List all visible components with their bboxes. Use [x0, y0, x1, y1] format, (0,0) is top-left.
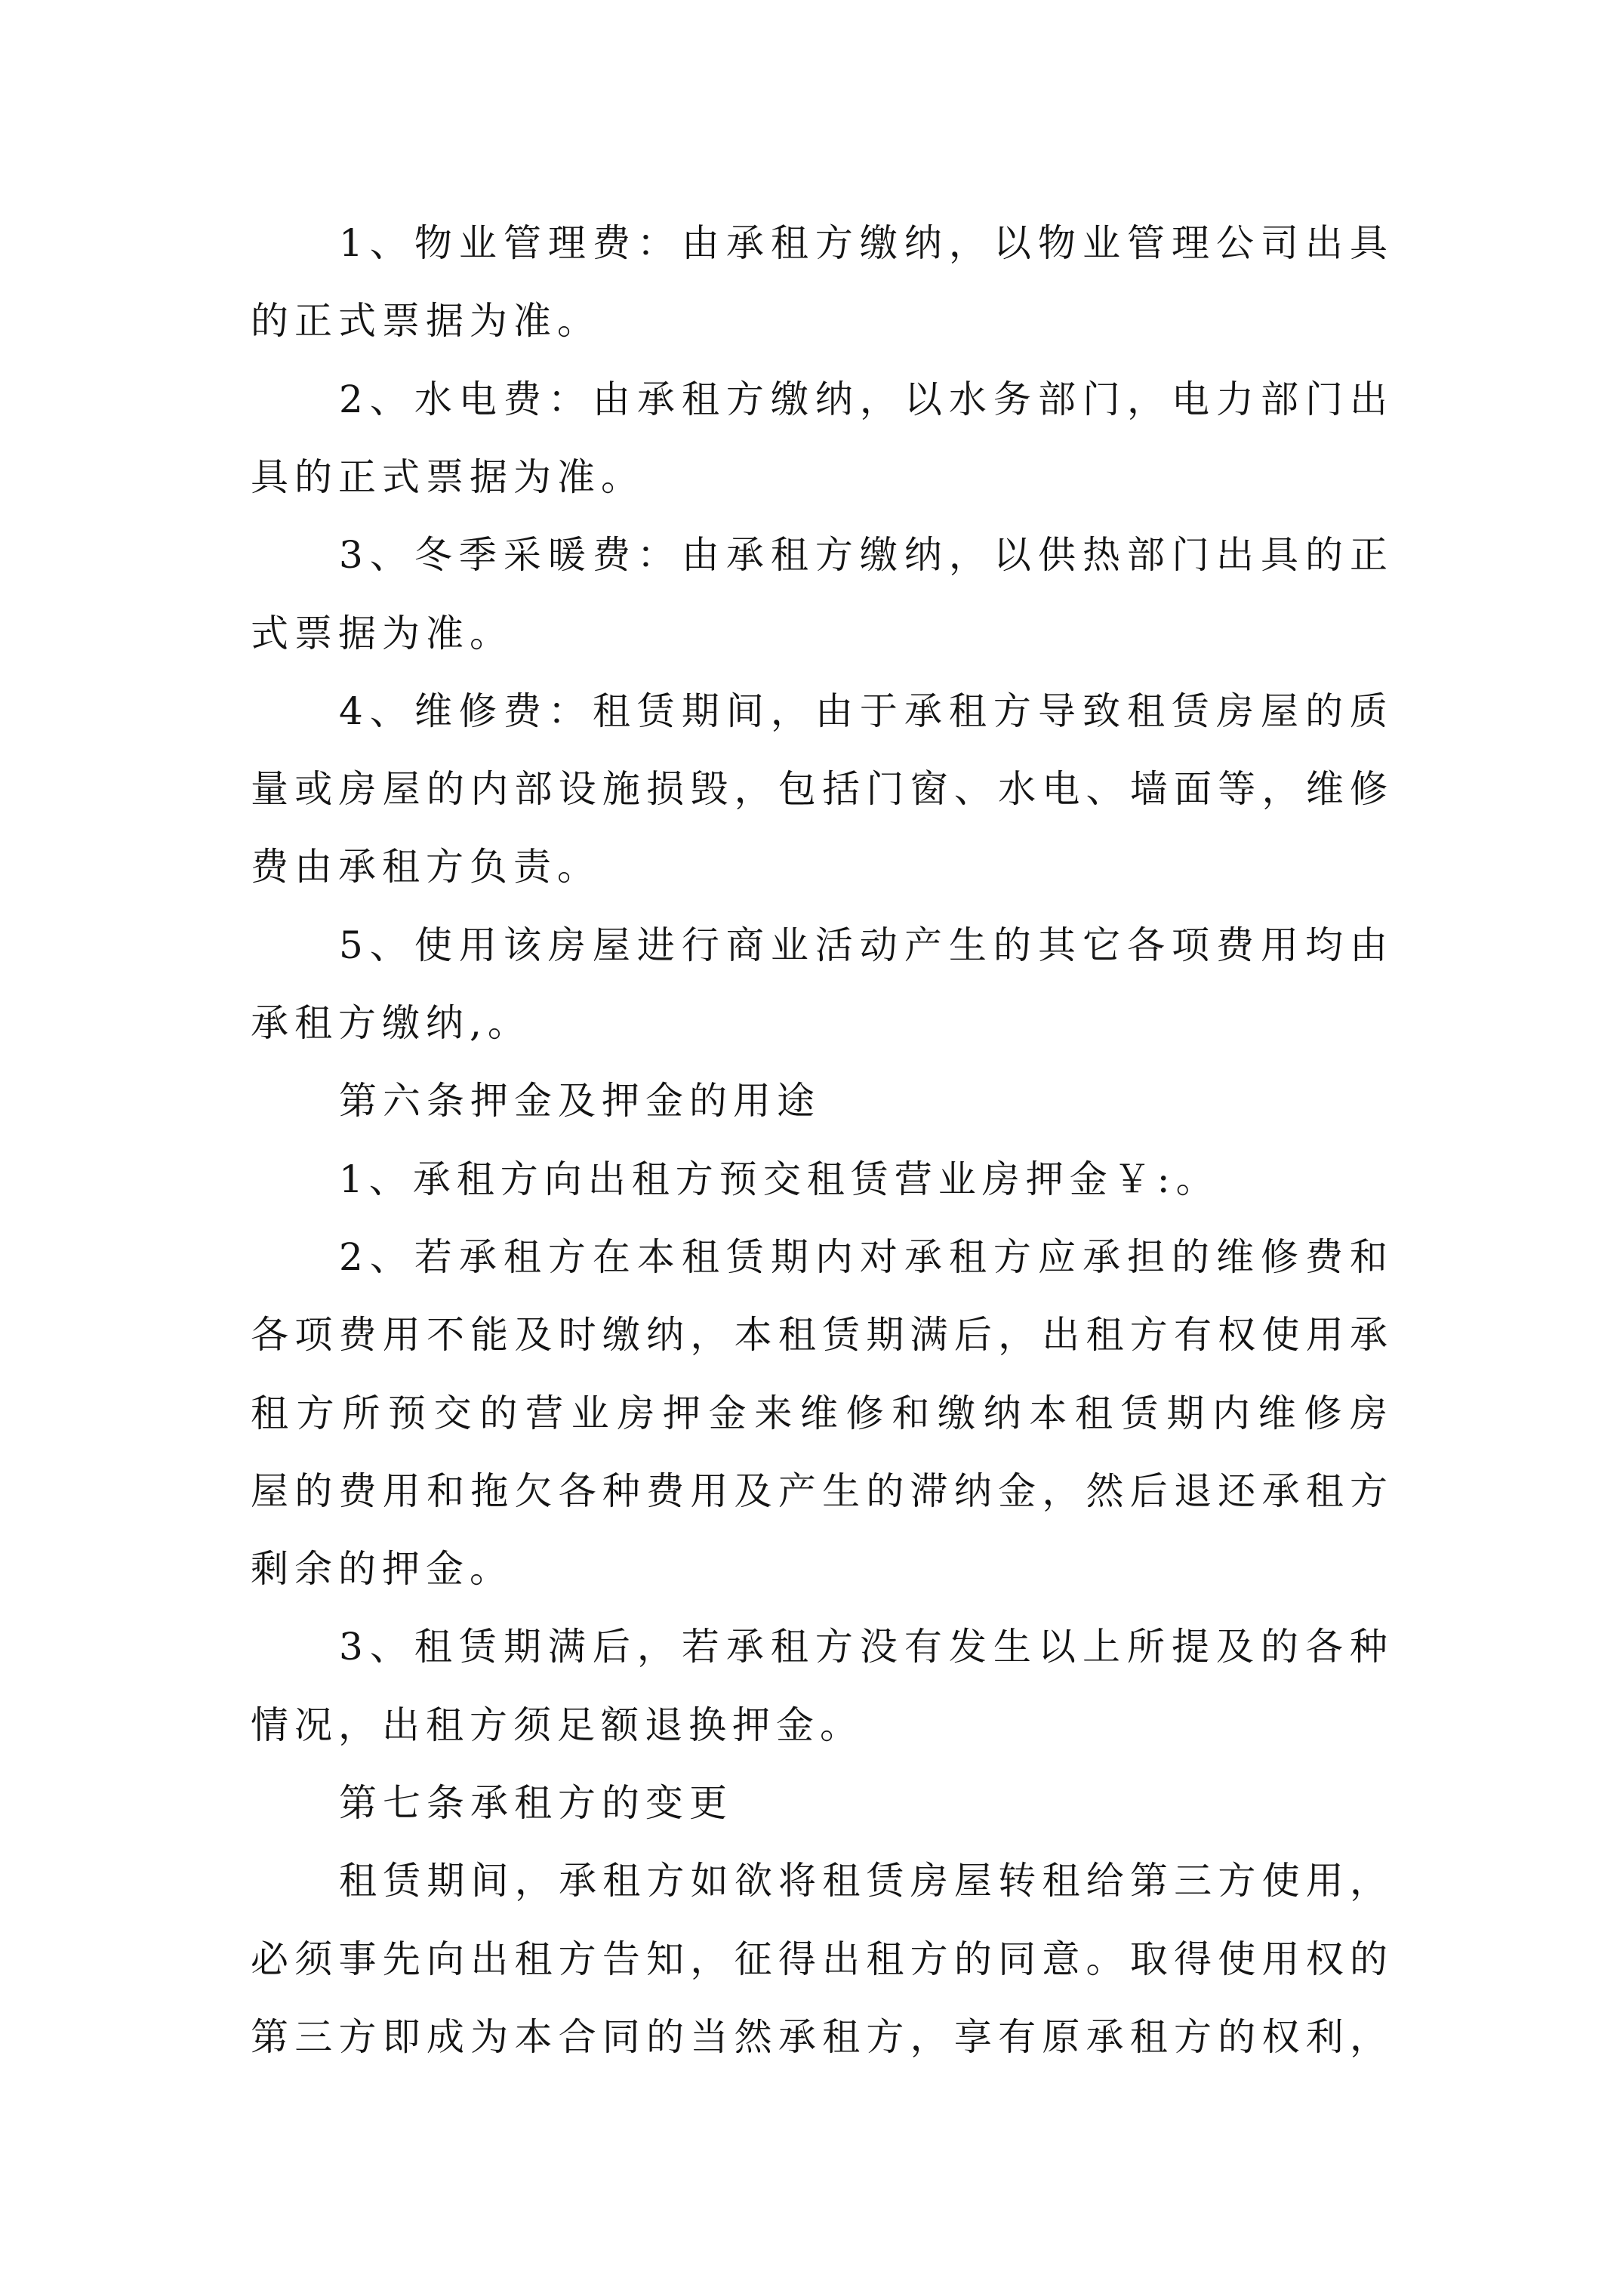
- text-line: 式票据为准。: [251, 612, 513, 655]
- text-line: 2、若承租方在本租赁期内对承租方应承担的维修费和: [339, 1235, 1387, 1279]
- text-line: 1、承租方向出租方预交租赁营业房押金￥:。: [339, 1157, 1220, 1201]
- text-line: 租赁期间，承租方如欲将租赁房屋转租给第三方使用，: [339, 1859, 1387, 1903]
- text-line: 租方所预交的营业房押金来维修和缴纳本租赁期内维修房: [251, 1391, 1387, 1435]
- text-line: 具的正式票据为准。: [251, 455, 645, 499]
- text-line: 承租方缴纳,。: [251, 1001, 531, 1045]
- text-line: 4、维修费：租赁期间，由于承租方导致租赁房屋的质: [339, 689, 1387, 733]
- text-line: 必须事先向出租方告知，征得出租方的同意。取得使用权的: [251, 1937, 1387, 1981]
- section-title: 第六条押金及押金的用途: [339, 1079, 821, 1123]
- text-line: 费由承租方负责。: [251, 845, 601, 889]
- text-line: 量或房屋的内部设施损毁，包括门窗、水电、墙面等，维修: [251, 767, 1387, 811]
- text-line: 3、租赁期满后，若承租方没有发生以上所提及的各种: [339, 1625, 1387, 1669]
- text-line: 5、使用该房屋进行商业活动产生的其它各项费用均由: [339, 923, 1387, 967]
- text-line: 3、冬季采暖费：由承租方缴纳，以供热部门出具的正: [339, 533, 1387, 577]
- text-line: 情况，出租方须足额退换押金。: [251, 1703, 864, 1747]
- text-line: 第三方即成为本合同的当然承租方，享有原承租方的权利，: [251, 2015, 1387, 2059]
- text-line: 屋的费用和拖欠各种费用及产生的滞纳金，然后退还承租方: [251, 1469, 1387, 1513]
- text-line: 剩余的押金。: [251, 1547, 513, 1591]
- text-line: 各项费用不能及时缴纳，本租赁期满后，出租方有权使用承: [251, 1313, 1387, 1357]
- text-line: 2、水电费：由承租方缴纳，以水务部门，电力部门出: [339, 378, 1387, 421]
- section-title: 第七条承租方的变更: [339, 1781, 733, 1825]
- text-line: 1、物业管理费：由承租方缴纳，以物业管理公司出具: [339, 221, 1387, 265]
- text-line: 的正式票据为准。: [251, 299, 601, 343]
